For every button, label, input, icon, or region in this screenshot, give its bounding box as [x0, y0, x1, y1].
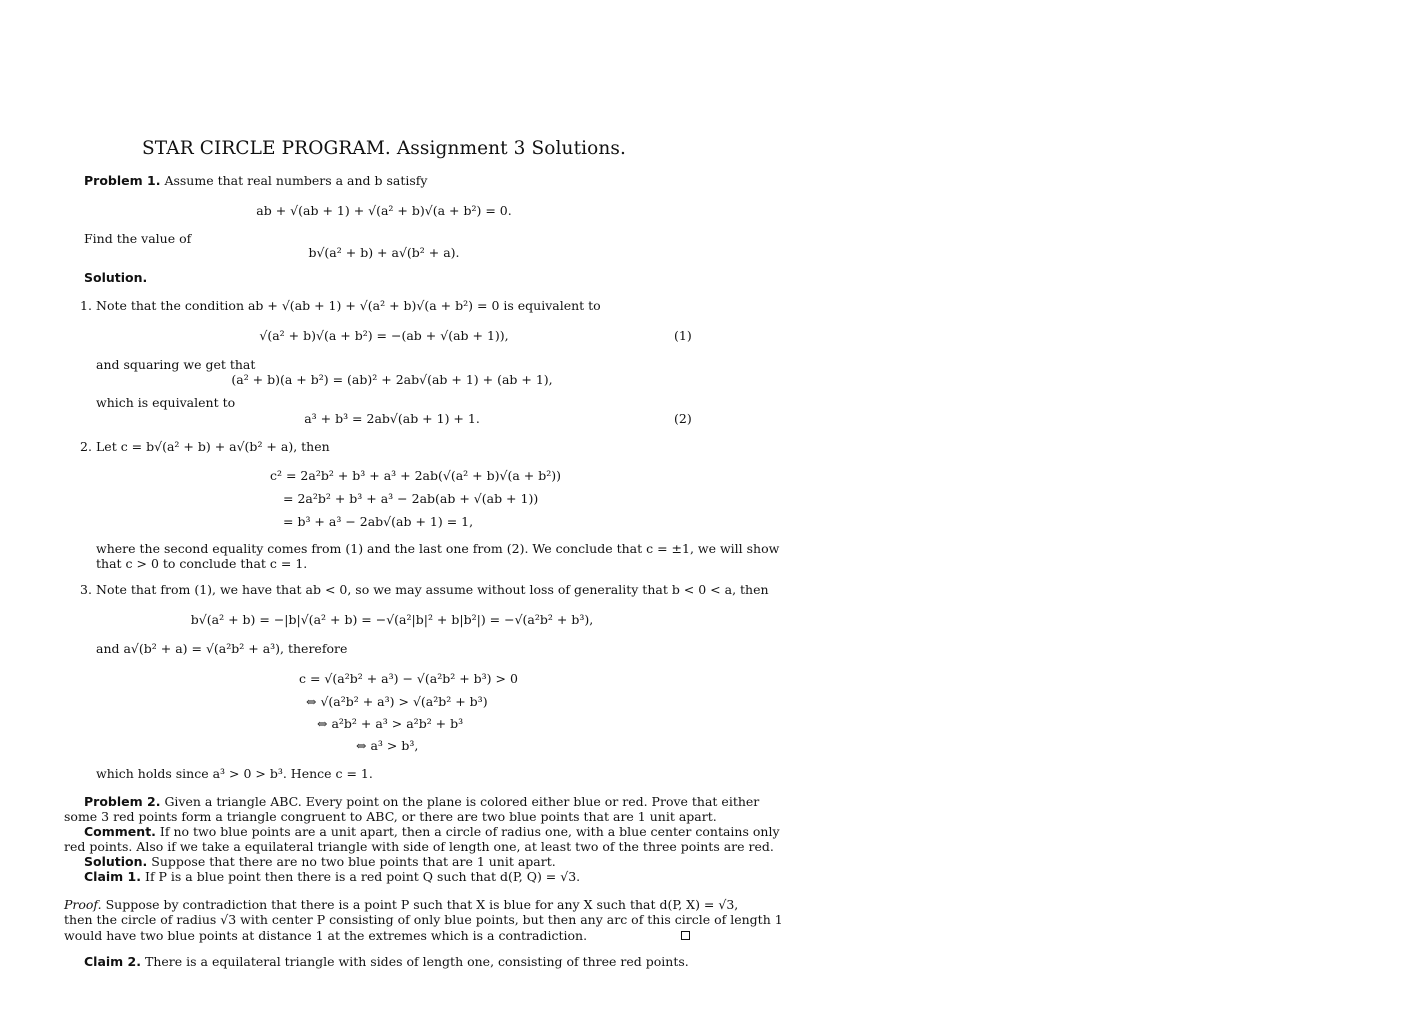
problem-1-equation: ab + √(ab + 1) + √(a² + b)√(a + b²) = 0. [256, 203, 512, 218]
c-squared-line-1: c² = 2a²b² + b³ + a³ + 2ab(√(a² + b)√(a + b²)) [270, 468, 561, 483]
page-title: STAR CIRCLE PROGRAM. Assignment 3 Solutions. [142, 138, 626, 159]
step-3-and-text: and a√(b² + a) = √(a²b² + a³), therefore [96, 641, 348, 656]
solution-2-line [84, 854, 556, 869]
equation-1-tag: (1) [674, 328, 692, 343]
comment-text: If no two blue points are a unit apart, then a circle of radius one, with a blue center contains only [159, 824, 780, 839]
problem-2-line-1 [64, 794, 760, 809]
problem-2-line-2: some 3 red points form a triangle congruent to ABC, or there are two blue points that are 1 unit apart. [64, 809, 717, 824]
claim-2-label: Claim 2. [84, 954, 142, 969]
claim-1-line [84, 869, 580, 884]
proof-line-1 [64, 897, 739, 912]
step-2-conclusion-line-1: where the second equality comes from (1) and the last one from (2). We conclude that c = ±1, we will show [96, 541, 780, 556]
solution-2-label: Solution. [84, 854, 148, 869]
problem-2-text: Given a triangle ABC. Every point on the plane is colored either blue or red. Prove that either [164, 794, 760, 809]
problem-1-label: Problem 1. [84, 173, 161, 188]
problem-1 [84, 173, 427, 188]
equivalent-text: which is equivalent to [96, 395, 236, 410]
comment-label: Comment. [84, 824, 156, 839]
claim-1-text: If P is a blue point then there is a red point Q such that d(P, Q) = √3. [145, 869, 581, 884]
proof-label: Proof. [64, 897, 102, 912]
claim-2-text: There is a equilateral triangle with sides of length one, consisting of three red points. [145, 954, 689, 969]
step-2-conclusion-line-2: that c > 0 to conclude that c = 1. [96, 556, 308, 571]
equation-1: √(a² + b)√(a + b²) = −(ab + √(ab + 1)), [259, 328, 509, 343]
squaring-text: and squaring we get that [96, 357, 256, 372]
equation-square: (a² + b)(a + b²) = (ab)² + 2ab√(ab + 1) + (ab + 1), [231, 372, 553, 387]
equation-2-tag: (2) [674, 411, 692, 426]
step-3-equation: b√(a² + b) = −|b|√(a² + b) = −√(a²|b|² + b|b²|) = −√(a²b² + b³), [190, 612, 594, 627]
qed-square-icon [681, 931, 690, 940]
step-3-text: Note that from (1), we have that ab < 0, so we may assume without loss of generality that b < 0 < a, then [96, 582, 769, 597]
problem-2-label: Problem 2. [84, 794, 161, 809]
solution-2-text: Suppose that there are no two blue points that are 1 unit apart. [151, 854, 556, 869]
find-text: Find the value of [84, 231, 192, 246]
chain-line-1: c = √(a²b² + a³) − √(a²b² + b³) > 0 [299, 671, 518, 686]
chain-line-4: ⇔ a³ > b³, [356, 738, 419, 753]
claim-2-line [84, 954, 689, 969]
solution-label: Solution. [84, 270, 148, 285]
comment-line-2: red points. Also if we take a equilateral triangle with side of length one, at least two of the three points are red. [64, 839, 774, 854]
comment-line-1 [64, 824, 780, 839]
claim-1-label: Claim 1. [84, 869, 142, 884]
proof-line-2: then the circle of radius √3 with center P consisting of only blue points, but then any arc of this circle of length 1 [64, 912, 783, 927]
step-1-text: Note that the condition ab + √(ab + 1) + √(a² + b)√(a + b²) = 0 is equivalent to [96, 298, 601, 313]
proof-line-3: would have two blue points at distance 1 at the extremes which is a contradiction. [64, 928, 588, 943]
step-3-number: 3. [80, 582, 92, 597]
problem-1-statement: Assume that real numbers a and b satisfy [164, 173, 428, 188]
c-squared-line-2: = 2a²b² + b³ + a³ − 2ab(ab + √(ab + 1)) [283, 491, 539, 506]
step-2-text: Let c = b√(a² + b) + a√(b² + a), then [96, 439, 330, 454]
chain-line-3: ⇔ a²b² + a³ > a²b² + b³ [317, 716, 464, 731]
find-expression: b√(a² + b) + a√(b² + a). [308, 245, 460, 260]
step-1-number: 1. [80, 298, 92, 313]
chain-line-2: ⇔ √(a²b² + a³) > √(a²b² + b³) [306, 694, 488, 709]
c-squared-line-3: = b³ + a³ − 2ab√(ab + 1) = 1, [283, 514, 474, 529]
holds-text: which holds since a³ > 0 > b³. Hence c = 1. [96, 766, 373, 781]
equation-2: a³ + b³ = 2ab√(ab + 1) + 1. [304, 411, 480, 426]
proof-text: Suppose by contradiction that there is a point P such that X is blue for any X such that d(P, X) = √3, [105, 897, 739, 912]
step-2-number: 2. [80, 439, 92, 454]
